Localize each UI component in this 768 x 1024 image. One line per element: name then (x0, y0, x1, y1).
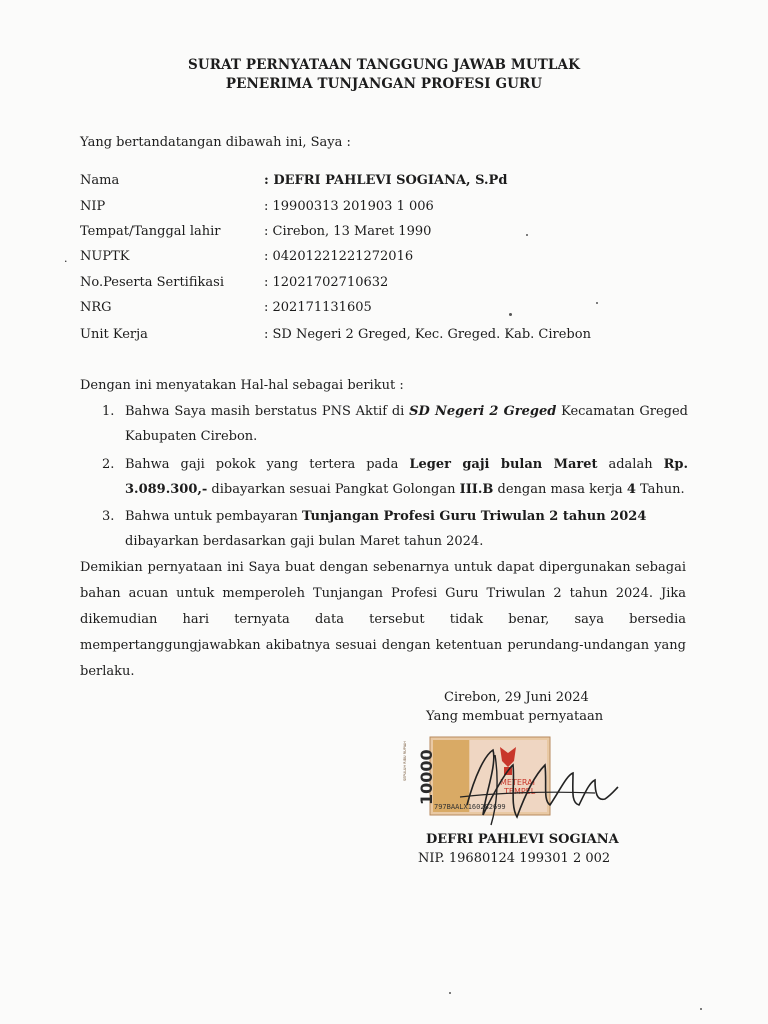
scan-speck (449, 992, 451, 994)
document-title-line1: SURAT PERNYATAAN TANGGUNG JAWAB MUTLAK (188, 57, 580, 73)
identity-value: : 04201221221272016 (264, 249, 414, 264)
identity-row-nama (0, 173, 768, 193)
intro-text: Yang bertandatangan dibawah ini, Saya : (80, 135, 351, 150)
scan-speck (700, 1008, 702, 1010)
text-span: Tahun. (635, 482, 685, 497)
signature-role: Yang membuat pernyataan (426, 709, 604, 724)
scan-speck (526, 234, 528, 236)
closing-line: dikemudian hari ternyata data tersebut tidak benar, saya bersedia (80, 612, 686, 627)
currency-label: Rp. (663, 457, 688, 472)
closing-line: berlaku. (80, 664, 135, 679)
text-span: dibayarkan sesuai Pangkat Golongan (207, 482, 460, 497)
scan-speck: . (64, 252, 68, 265)
identity-label: Tempat/Tanggal lahir (80, 224, 221, 239)
item-line: Kabupaten Cirebon. (125, 429, 258, 444)
item-number: 2. (102, 457, 115, 472)
signature-place-date: Cirebon, 29 Juni 2024 (444, 690, 589, 705)
identity-label: Nama (80, 173, 120, 188)
leger-label: Leger gaji bulan Maret (409, 457, 598, 472)
identity-row-unit-kerja (0, 327, 768, 347)
closing-line: mempertanggungjawabkan akibatnya sesuai dengan ketentuan perundang-undangan yang (80, 638, 686, 653)
stamp-serial: 797BAALX160282699 (434, 803, 506, 811)
identity-label: No.Peserta Sertifikasi (80, 275, 224, 290)
identity-value: : 202171131605 (264, 300, 372, 315)
identity-row-ttl (0, 224, 768, 244)
identity-value: : 12021702710632 (264, 275, 389, 290)
identity-row-nrg (0, 300, 768, 320)
declaration-intro: Dengan ini menyatakan Hal-hal sebagai berikut : (80, 378, 404, 393)
text-span: Bahwa untuk pembayaran (125, 509, 303, 524)
item-number: 1. (102, 404, 115, 419)
stamp-label-1: METERAI (500, 778, 535, 787)
rank-value: III.B (459, 482, 494, 497)
identity-value: : 19900313 201903 1 006 (264, 199, 434, 214)
identity-value: : DEFRI PAHLEVI SOGIANA, S.Pd (264, 173, 508, 188)
text-span: Bahwa gaji pokok yang tertera pada (125, 457, 410, 472)
identity-label: Unit Kerja (80, 327, 148, 342)
handwritten-signature (455, 735, 625, 830)
scan-speck (509, 313, 512, 316)
stamp-side-text: SEPULUH RIBU RUPIAH (403, 741, 407, 781)
identity-row-nuptk (0, 249, 768, 269)
scan-speck (596, 302, 598, 304)
text-span: Kecamatan Greged (556, 404, 689, 419)
identity-value: : Cirebon, 13 Maret 1990 (264, 224, 432, 239)
identity-label: NUPTK (80, 249, 130, 264)
closing-line: bahan acuan untuk memperoleh Tunjangan Profesi Guru Triwulan 2 tahun 2024. Jika (80, 586, 686, 601)
item-line (125, 457, 688, 472)
identity-label: NIP (80, 199, 106, 214)
identity-row-nip (0, 199, 768, 219)
text-span: Bahwa Saya masih berstatus PNS Aktif di (125, 404, 410, 419)
item-line (125, 404, 688, 419)
item-number: 3. (102, 509, 115, 524)
text-span: dengan masa kerja (493, 482, 627, 497)
item-line (125, 482, 688, 497)
stamp-value: 10000 (417, 749, 436, 805)
salary-amount: 3.089.300,- (125, 482, 208, 497)
stamp-label-2: TEMPEL (504, 787, 536, 796)
allowance-label: Tunjangan Profesi Guru Triwulan 2 tahun 2024 (302, 509, 647, 524)
school-name: SD Negeri 2 Greged (409, 404, 557, 419)
signatory-name: DEFRI PAHLEVI SOGIANA (426, 832, 619, 847)
item-line (125, 509, 688, 524)
item-line: dibayarkan berdasarkan gaji bulan Maret tahun 2024. (125, 534, 484, 549)
text-span: adalah (597, 457, 664, 472)
signatory-nip: NIP. 19680124 199301 2 002 (418, 851, 611, 866)
identity-value: : SD Negeri 2 Greged, Kec. Greged. Kab. Cirebon (264, 327, 591, 342)
closing-line: Demikian pernyataan ini Saya buat dengan sebenarnya untuk dapat dipergunakan sebagai (80, 560, 686, 575)
identity-row-sertifikasi (0, 275, 768, 295)
document-title-line2: PENERIMA TUNJANGAN PROFESI GURU (225, 76, 543, 92)
years-value: 4 (626, 482, 636, 497)
identity-label: NRG (80, 300, 112, 315)
